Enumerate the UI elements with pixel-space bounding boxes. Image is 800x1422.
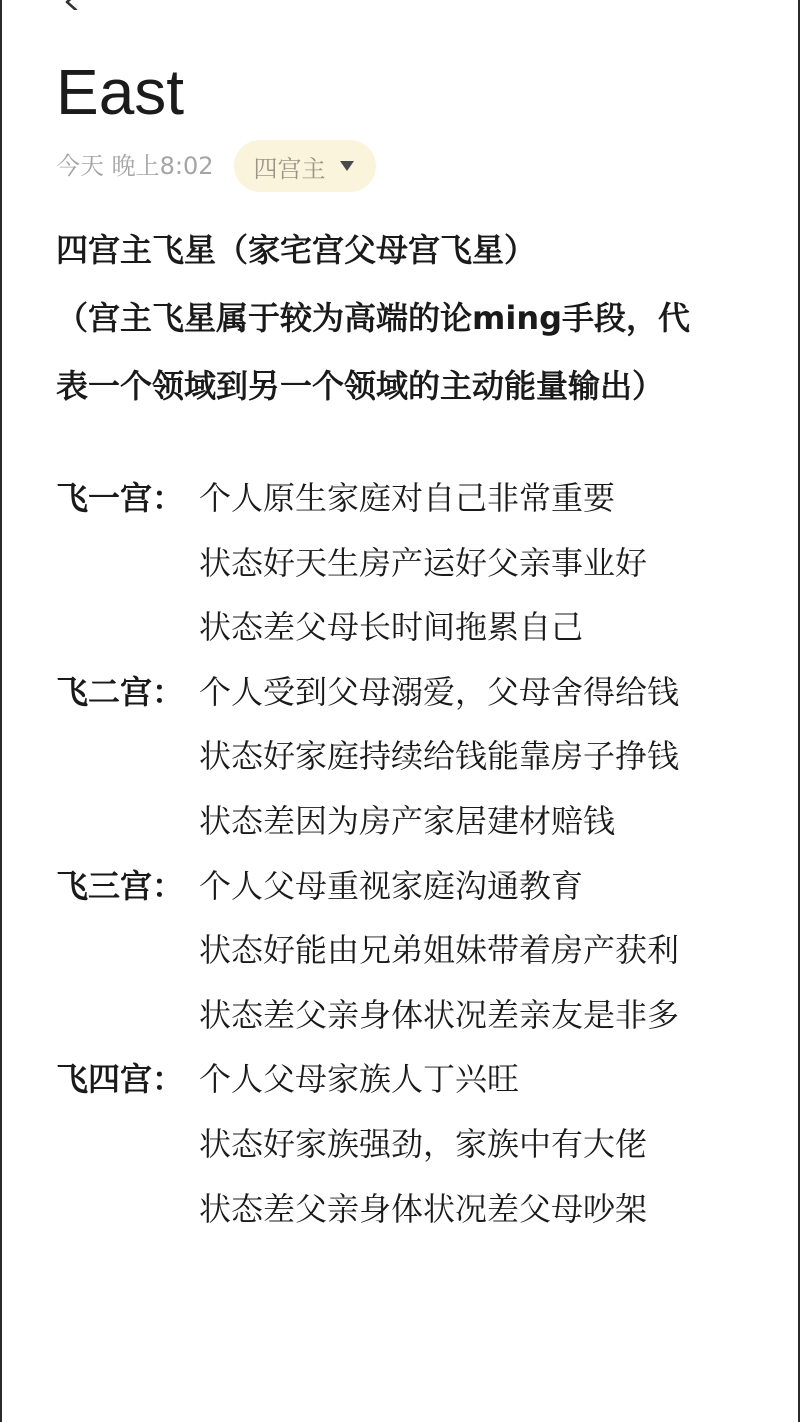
- section-row: [56, 1177, 776, 1242]
- section-fly-palace-2: [56, 660, 776, 854]
- heading-line: 表一个领域到另一个领域的主动能量输出）: [56, 367, 665, 405]
- section-line: 状态差因为房产家居建材赔钱: [199, 801, 616, 840]
- section-line: 个人父母重视家庭沟通教育: [199, 866, 584, 905]
- section-row: [56, 466, 776, 531]
- section-label: 飞二宫：: [56, 672, 185, 711]
- section-row: [56, 660, 776, 725]
- section-line: 个人受到父母溺爱，父母舍得给钱: [199, 672, 680, 711]
- tag-label: 四宫主: [253, 154, 326, 183]
- section-line: 个人原生家庭对自己非常重要: [199, 479, 616, 517]
- note-meta-row: [56, 140, 376, 192]
- section-line: 状态好家庭持续给钱能靠房子挣钱: [199, 737, 680, 776]
- note-title: East: [56, 56, 185, 128]
- section-label: 飞四宫：: [56, 1060, 185, 1099]
- section-fly-palace-4: [56, 1047, 776, 1241]
- section-label: 飞三宫：: [56, 866, 185, 905]
- section-row: [56, 1112, 776, 1177]
- section-row: [56, 854, 776, 919]
- section-line: 状态差父母长时间拖累自己: [199, 608, 584, 647]
- section-row: [56, 595, 776, 660]
- section-row: [56, 724, 776, 789]
- section-line: 状态差父亲身体状况差亲友是非多: [199, 995, 680, 1034]
- section-row: [56, 531, 776, 596]
- note-body: [56, 466, 776, 1241]
- note-heading: [56, 216, 756, 420]
- heading-line: 四宫主飞星（家宅宫父母宫飞星）: [56, 231, 537, 269]
- section-line: 状态差父亲身体状况差父母吵架: [199, 1189, 648, 1228]
- section-line: 状态好能由兄弟姐妹带着房产获利: [199, 931, 680, 970]
- section-label: 飞一宫：: [56, 479, 185, 517]
- tag-dropdown[interactable]: [234, 140, 376, 192]
- chevron-left-icon[interactable]: [58, 0, 86, 10]
- note-timestamp: 今天 晚上8:02: [56, 152, 214, 180]
- section-fly-palace-1: [56, 466, 776, 660]
- section-line: 状态好家族强劲，家族中有大佬: [199, 1124, 648, 1163]
- section-row: [56, 1047, 776, 1112]
- section-fly-palace-3: [56, 854, 776, 1048]
- section-row: [56, 789, 776, 854]
- caret-down-icon: [340, 161, 354, 171]
- section-row: [56, 983, 776, 1048]
- section-line: 状态好天生房产运好父亲事业好: [199, 543, 648, 582]
- heading-line: （宫主飞星属于较为高端的论ming手段，代: [56, 299, 691, 337]
- frame-left-edge: [0, 0, 2, 1422]
- section-line: 个人父母家族人丁兴旺: [199, 1060, 520, 1099]
- section-row: [56, 918, 776, 983]
